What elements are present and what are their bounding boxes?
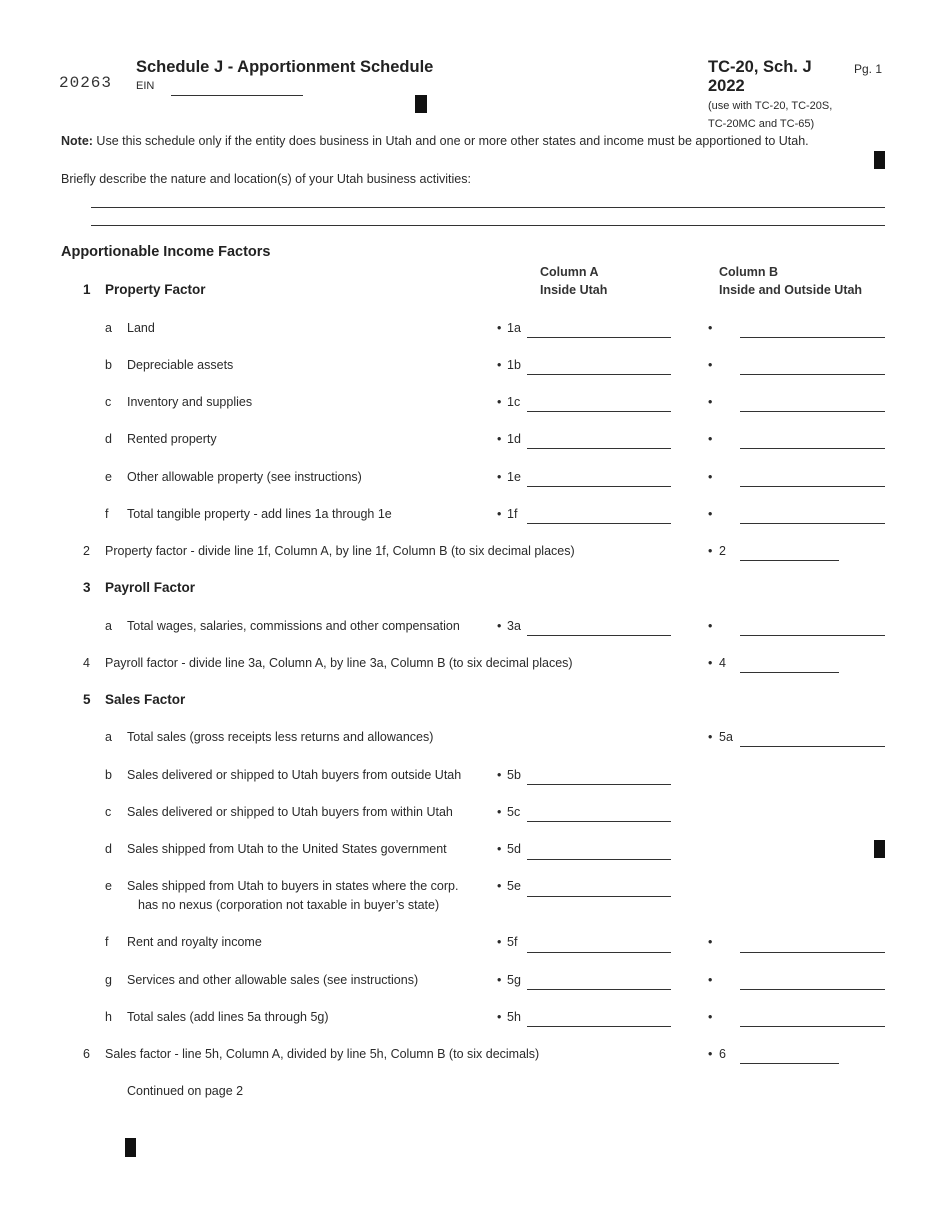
bullet: •: [708, 730, 713, 744]
line-5a-label: Total sales (gross receipts less returns and allowances): [127, 730, 434, 744]
line-5g-column-b-input[interactable]: [740, 989, 885, 990]
line-1f-column-b-input[interactable]: [740, 523, 885, 524]
section-title: Apportionable Income Factors: [61, 244, 271, 260]
line-5b-input[interactable]: [527, 784, 671, 785]
line-letter: c: [105, 395, 112, 409]
line-1d-code: 1d: [507, 432, 521, 446]
bullet: •: [497, 358, 502, 372]
bullet: •: [708, 470, 713, 484]
line-letter: b: [105, 358, 112, 372]
continued-note: Continued on page 2: [127, 1084, 244, 1098]
line-1d-column-b-input[interactable]: [740, 448, 885, 449]
payroll-factor-title: Payroll Factor: [105, 580, 196, 595]
line-letter: a: [105, 730, 112, 744]
line-5c-code: 5c: [507, 805, 521, 819]
bullet: •: [708, 321, 713, 335]
bullet: •: [708, 1010, 713, 1024]
bullet: •: [497, 619, 502, 633]
line-1c-column-a-input[interactable]: [527, 411, 671, 412]
column-b-subtitle: Inside and Outside Utah: [719, 283, 863, 297]
bullet: •: [497, 879, 502, 893]
form-id: TC-20, Sch. J: [708, 58, 812, 76]
line-6-input[interactable]: [740, 1063, 839, 1064]
use-with-line-1: (use with TC-20, TC-20S,: [708, 100, 833, 112]
bullet: •: [708, 656, 713, 670]
note: [61, 134, 809, 148]
use-with-line-2: TC-20MC and TC-65): [708, 118, 815, 130]
line-5h-column-a-input[interactable]: [527, 1026, 671, 1027]
line-letter: e: [105, 879, 112, 893]
line-5a-code: 5a: [719, 730, 733, 744]
line-5f-label: Rent and royalty income: [127, 935, 262, 949]
line-1e-column-a-input[interactable]: [527, 486, 671, 487]
line-2-number: 2: [83, 544, 90, 558]
line-1b-label: Depreciable assets: [127, 358, 234, 372]
note-label: Note:: [61, 134, 93, 148]
line-letter: c: [105, 805, 112, 819]
bullet: •: [708, 432, 713, 446]
line-3a-column-b-input[interactable]: [740, 635, 885, 636]
line-1f-code: 1f: [507, 507, 518, 521]
registration-mark: [874, 840, 885, 858]
line-1c-code: 1c: [507, 395, 521, 409]
line-1b-column-a-input[interactable]: [527, 374, 671, 375]
line-1a-label: Land: [127, 321, 155, 335]
line-1e-code: 1e: [507, 470, 521, 484]
bullet: •: [708, 935, 713, 949]
column-a-title: Column A: [540, 265, 599, 279]
line-letter: a: [105, 321, 112, 335]
line-4-input[interactable]: [740, 672, 839, 673]
line-5a-input[interactable]: [740, 746, 885, 747]
form-code: 20263: [59, 74, 113, 92]
bullet: •: [497, 321, 502, 335]
line-1e-label: Other allowable property (see instructions): [127, 470, 362, 484]
column-a-subtitle: Inside Utah: [540, 283, 608, 297]
line-4-number: 4: [83, 656, 90, 670]
describe-input-line-2[interactable]: [91, 225, 885, 226]
line-5c-label: Sales delivered or shipped to Utah buyers from within Utah: [127, 805, 453, 819]
bullet: •: [708, 395, 713, 409]
line-1a-column-b-input[interactable]: [740, 337, 885, 338]
line-4-label: Payroll factor - divide line 3a, Column A, by line 3a, Column B (to six decimal places): [105, 656, 573, 670]
bullet: •: [497, 507, 502, 521]
ein-label: EIN: [136, 80, 155, 92]
bullet: •: [708, 358, 713, 372]
line-5b-label: Sales delivered or shipped to Utah buyers from outside Utah: [127, 768, 462, 782]
line-2-label: Property factor - divide line 1f, Column A, by line 1f, Column B (to six decimal places): [105, 544, 575, 558]
sales-factor-number: 5: [83, 692, 91, 707]
bullet: •: [497, 1010, 502, 1024]
bullet: •: [497, 470, 502, 484]
page-number: Pg. 1: [854, 62, 883, 76]
line-1c-column-b-input[interactable]: [740, 411, 885, 412]
line-5c-input[interactable]: [527, 821, 671, 822]
line-5e-input[interactable]: [527, 896, 671, 897]
line-5f-code: 5f: [507, 935, 518, 949]
line-letter: b: [105, 768, 112, 782]
registration-mark: [874, 151, 885, 169]
line-letter: f: [105, 935, 109, 949]
line-5d-input[interactable]: [527, 859, 671, 860]
bullet: •: [497, 973, 502, 987]
line-2-input[interactable]: [740, 560, 839, 561]
line-1e-column-b-input[interactable]: [740, 486, 885, 487]
line-letter: d: [105, 842, 112, 856]
registration-mark: [125, 1138, 136, 1157]
line-5e-label: Sales shipped from Utah to buyers in states where the corp.: [127, 879, 459, 893]
bullet: •: [708, 619, 713, 633]
line-3a-code: 3a: [507, 619, 521, 633]
ein-input[interactable]: [171, 95, 303, 96]
bullet: •: [497, 395, 502, 409]
bullet: •: [497, 842, 502, 856]
line-letter: a: [105, 619, 112, 633]
bullet: •: [708, 973, 713, 987]
property-factor-title: Property Factor: [105, 282, 206, 297]
line-letter: g: [105, 973, 112, 987]
line-letter: h: [105, 1010, 112, 1024]
line-5d-label: Sales shipped from Utah to the United States government: [127, 842, 447, 856]
line-5g-label: Services and other allowable sales (see instructions): [127, 973, 419, 987]
describe-label: Briefly describe the nature and location(s) of your Utah business activities:: [61, 172, 471, 186]
line-1b-column-b-input[interactable]: [740, 374, 885, 375]
line-1f-label: Total tangible property - add lines 1a through 1e: [127, 507, 392, 521]
line-1a-column-a-input[interactable]: [527, 337, 671, 338]
bullet: •: [708, 1047, 713, 1061]
line-1c-label: Inventory and supplies: [127, 395, 253, 409]
line-4-code: 4: [719, 656, 726, 670]
registration-mark: [415, 95, 427, 113]
bullet: •: [708, 507, 713, 521]
page-title: Schedule J - Apportionment Schedule: [136, 58, 434, 76]
line-1d-column-a-input[interactable]: [527, 448, 671, 449]
line-letter: e: [105, 470, 112, 484]
bullet: •: [497, 805, 502, 819]
line-5h-label: Total sales (add lines 5a through 5g): [127, 1010, 329, 1024]
line-6-number: 6: [83, 1047, 90, 1061]
line-5g-column-a-input[interactable]: [527, 989, 671, 990]
bullet: •: [497, 768, 502, 782]
line-5e-label-continued: has no nexus (corporation not taxable in buyer’s state): [138, 898, 440, 912]
line-5d-code: 5d: [507, 842, 521, 856]
line-5b-code: 5b: [507, 768, 521, 782]
line-1d-label: Rented property: [127, 432, 217, 446]
line-5g-code: 5g: [507, 973, 521, 987]
line-6-label: Sales factor - line 5h, Column A, divided by line 5h, Column B (to six decimals): [105, 1047, 540, 1061]
column-b-title: Column B: [719, 265, 779, 279]
line-1f-column-a-input[interactable]: [527, 523, 671, 524]
property-factor-number: 1: [83, 282, 91, 297]
line-3a-label: Total wages, salaries, commissions and other compensation: [127, 619, 460, 633]
bullet: •: [708, 544, 713, 558]
line-5f-column-a-input[interactable]: [527, 952, 671, 953]
bullet: •: [497, 935, 502, 949]
line-6-code: 6: [719, 1047, 726, 1061]
line-5e-code: 5e: [507, 879, 521, 893]
form-year: 2022: [708, 77, 745, 95]
line-5h-code: 5h: [507, 1010, 521, 1024]
line-5f-column-b-input[interactable]: [740, 952, 885, 953]
line-letter: d: [105, 432, 112, 446]
line-1b-code: 1b: [507, 358, 521, 372]
line-5h-column-b-input[interactable]: [740, 1026, 885, 1027]
line-1a-code: 1a: [507, 321, 521, 335]
sales-factor-title: Sales Factor: [105, 692, 186, 707]
bullet: •: [497, 432, 502, 446]
line-letter: f: [105, 507, 109, 521]
note-text: Use this schedule only if the entity does business in Utah and one or more other states and income must be apportioned to Utah.: [92, 134, 809, 148]
describe-input-line-1[interactable]: [91, 207, 885, 208]
line-3a-column-a-input[interactable]: [527, 635, 671, 636]
payroll-factor-number: 3: [83, 580, 91, 595]
line-2-code: 2: [719, 544, 726, 558]
